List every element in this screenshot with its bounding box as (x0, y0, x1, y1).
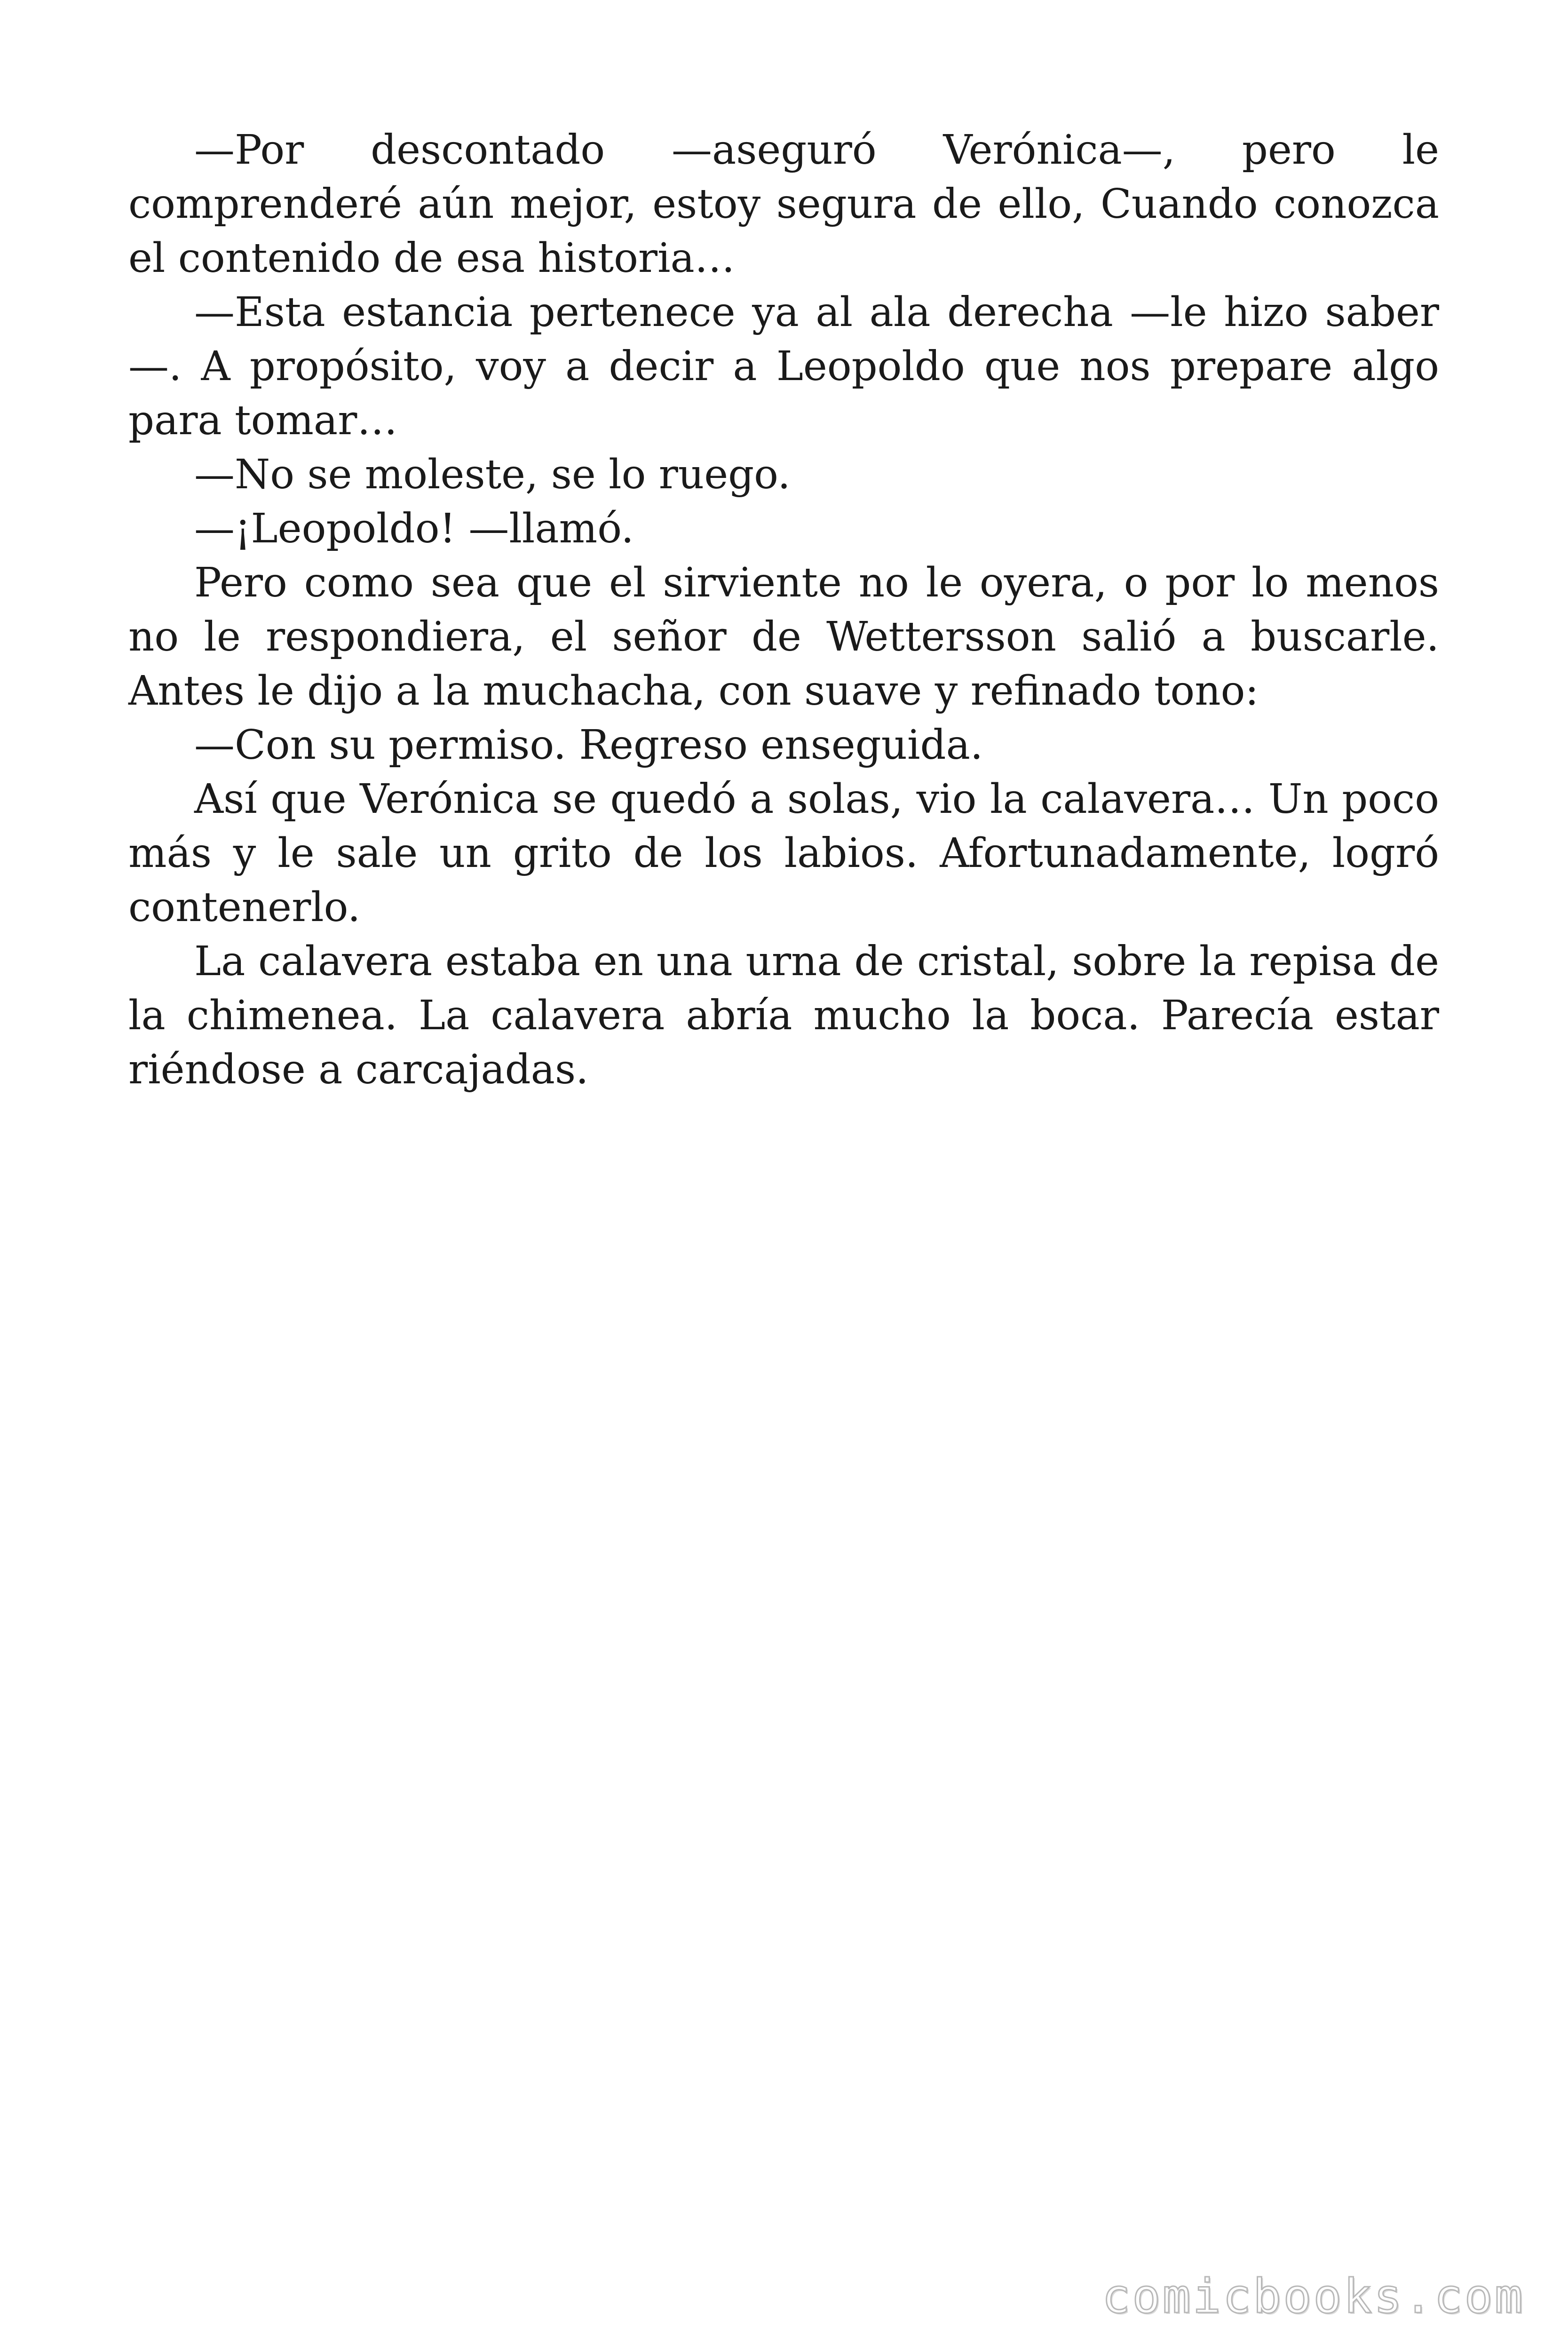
paragraph-8: La calavera estaba en una urna de cristal, sobre la repisa de la chimenea. La calavera abría mucho la boca. Parecía estar riéndose a carcajadas. (128, 938, 1439, 1093)
body-text (128, 123, 1439, 1097)
watermark: comicbooks.com (1102, 2269, 1525, 2324)
paragraph-7: Así que Verónica se quedó a solas, vio la calavera… Un poco más y le sale un grito de los labios. Afortunadamente, logró contenerlo. (128, 776, 1439, 931)
paragraph-4: —¡Leopoldo! —llamó. (194, 505, 634, 552)
paragraph-6: —Con su permiso. Regreso enseguida. (194, 722, 983, 769)
paragraph-1: —Por descontado —aseguró Verónica—, pero le comprenderé aún mejor, estoy segura de ello, Cuando conozca el contenido de esa historia… (128, 127, 1439, 282)
paragraph-2: —Esta estancia pertenece ya al ala derecha —le hizo saber—. A propósito, voy a decir a Leopoldo que nos prepare algo para tomar… (128, 289, 1439, 444)
paragraph-5: Pero como sea que el sirviente no le oyera, o por lo menos no le respondiera, el señor de Wettersson salió a buscarle. Antes le dijo a la muchacha, con suave y refinado tono: (128, 559, 1439, 715)
paragraph-3: —No se moleste, se lo ruego. (194, 451, 791, 498)
